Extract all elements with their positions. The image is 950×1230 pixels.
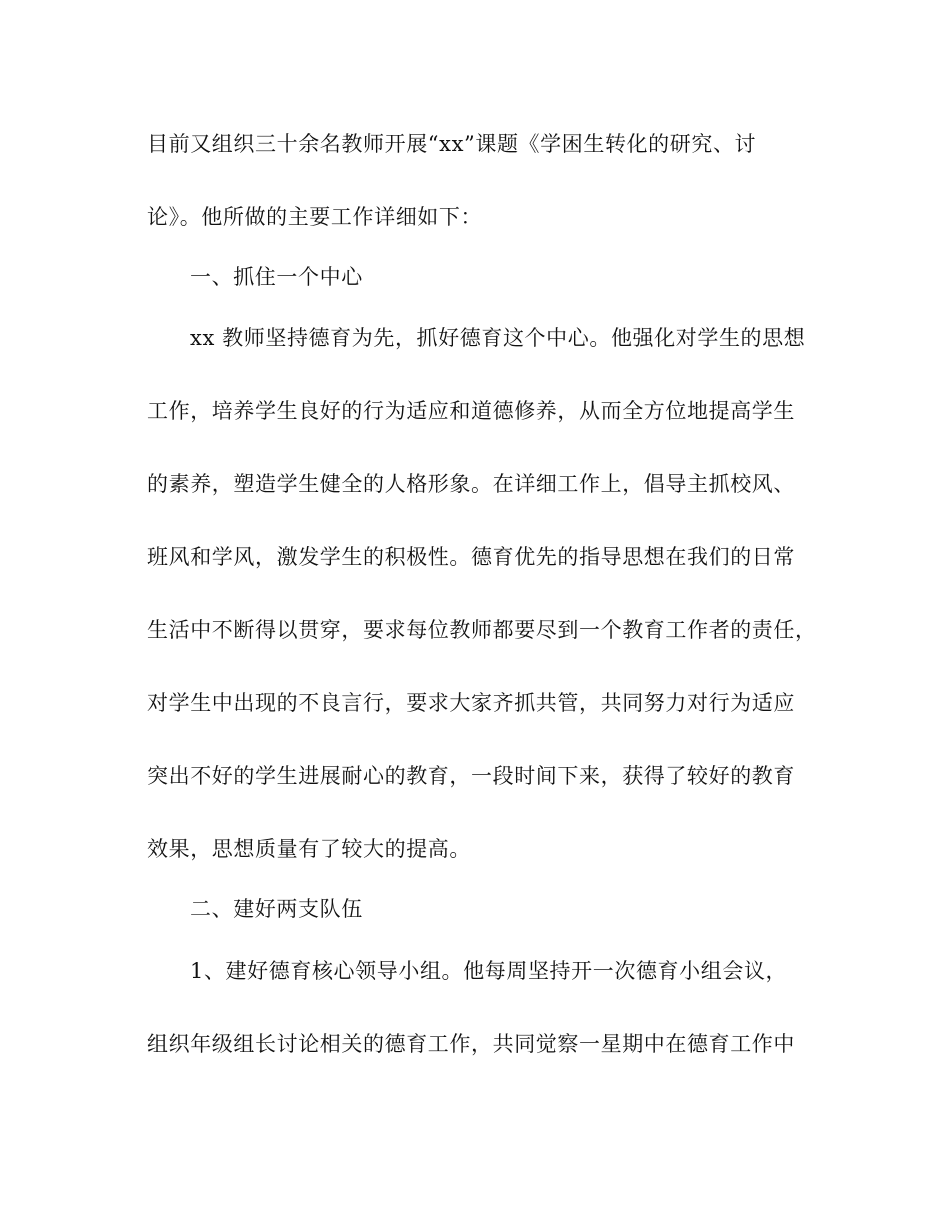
text-line-7: 班风和学风，激发学生的积极性。德育优先的指导思想在我们的日常	[147, 545, 795, 569]
text-line-8: 生活中不断得以贯穿，要求每位教师都要尽到一个教育工作者的责任，	[147, 618, 817, 642]
text-line-9: 对学生中出现的不良言行，要求大家齐抓共管，共同努力对行为适应	[147, 691, 795, 715]
text-line-10: 突出不好的学生进展耐心的教育，一段时间下来，获得了较好的教育	[147, 764, 795, 788]
text-line-1: 目前又组织三十余名教师开展“xx”课题《学困生转化的研究、讨	[147, 132, 757, 156]
section-heading-2: 二、建好两支队伍	[190, 897, 363, 921]
text-line-6: 的素养，塑造学生健全的人格形象。在详细工作上，倡导主抓校风、	[147, 472, 795, 496]
section-heading-1: 一、抓住一个中心	[190, 265, 363, 289]
text-line-14: 组织年级组长讨论相关的德育工作，共同觉察一星期中在德育工作中	[147, 1032, 795, 1056]
text-line-4: xx 教师坚持德育为先，抓好德育这个中心。他强化对学生的思想	[190, 326, 806, 350]
text-line-5: 工作，培养学生良好的行为适应和道德修养，从而全方位地提高学生	[147, 399, 795, 423]
text-line-2: 论》。他所做的主要工作详细如下：	[147, 205, 483, 229]
text-line-13: 1、建好德育核心领导小组。他每周坚持开一次德育小组会议，	[190, 959, 788, 983]
text-line-11: 效果，思想质量有了较大的提高。	[147, 837, 471, 861]
